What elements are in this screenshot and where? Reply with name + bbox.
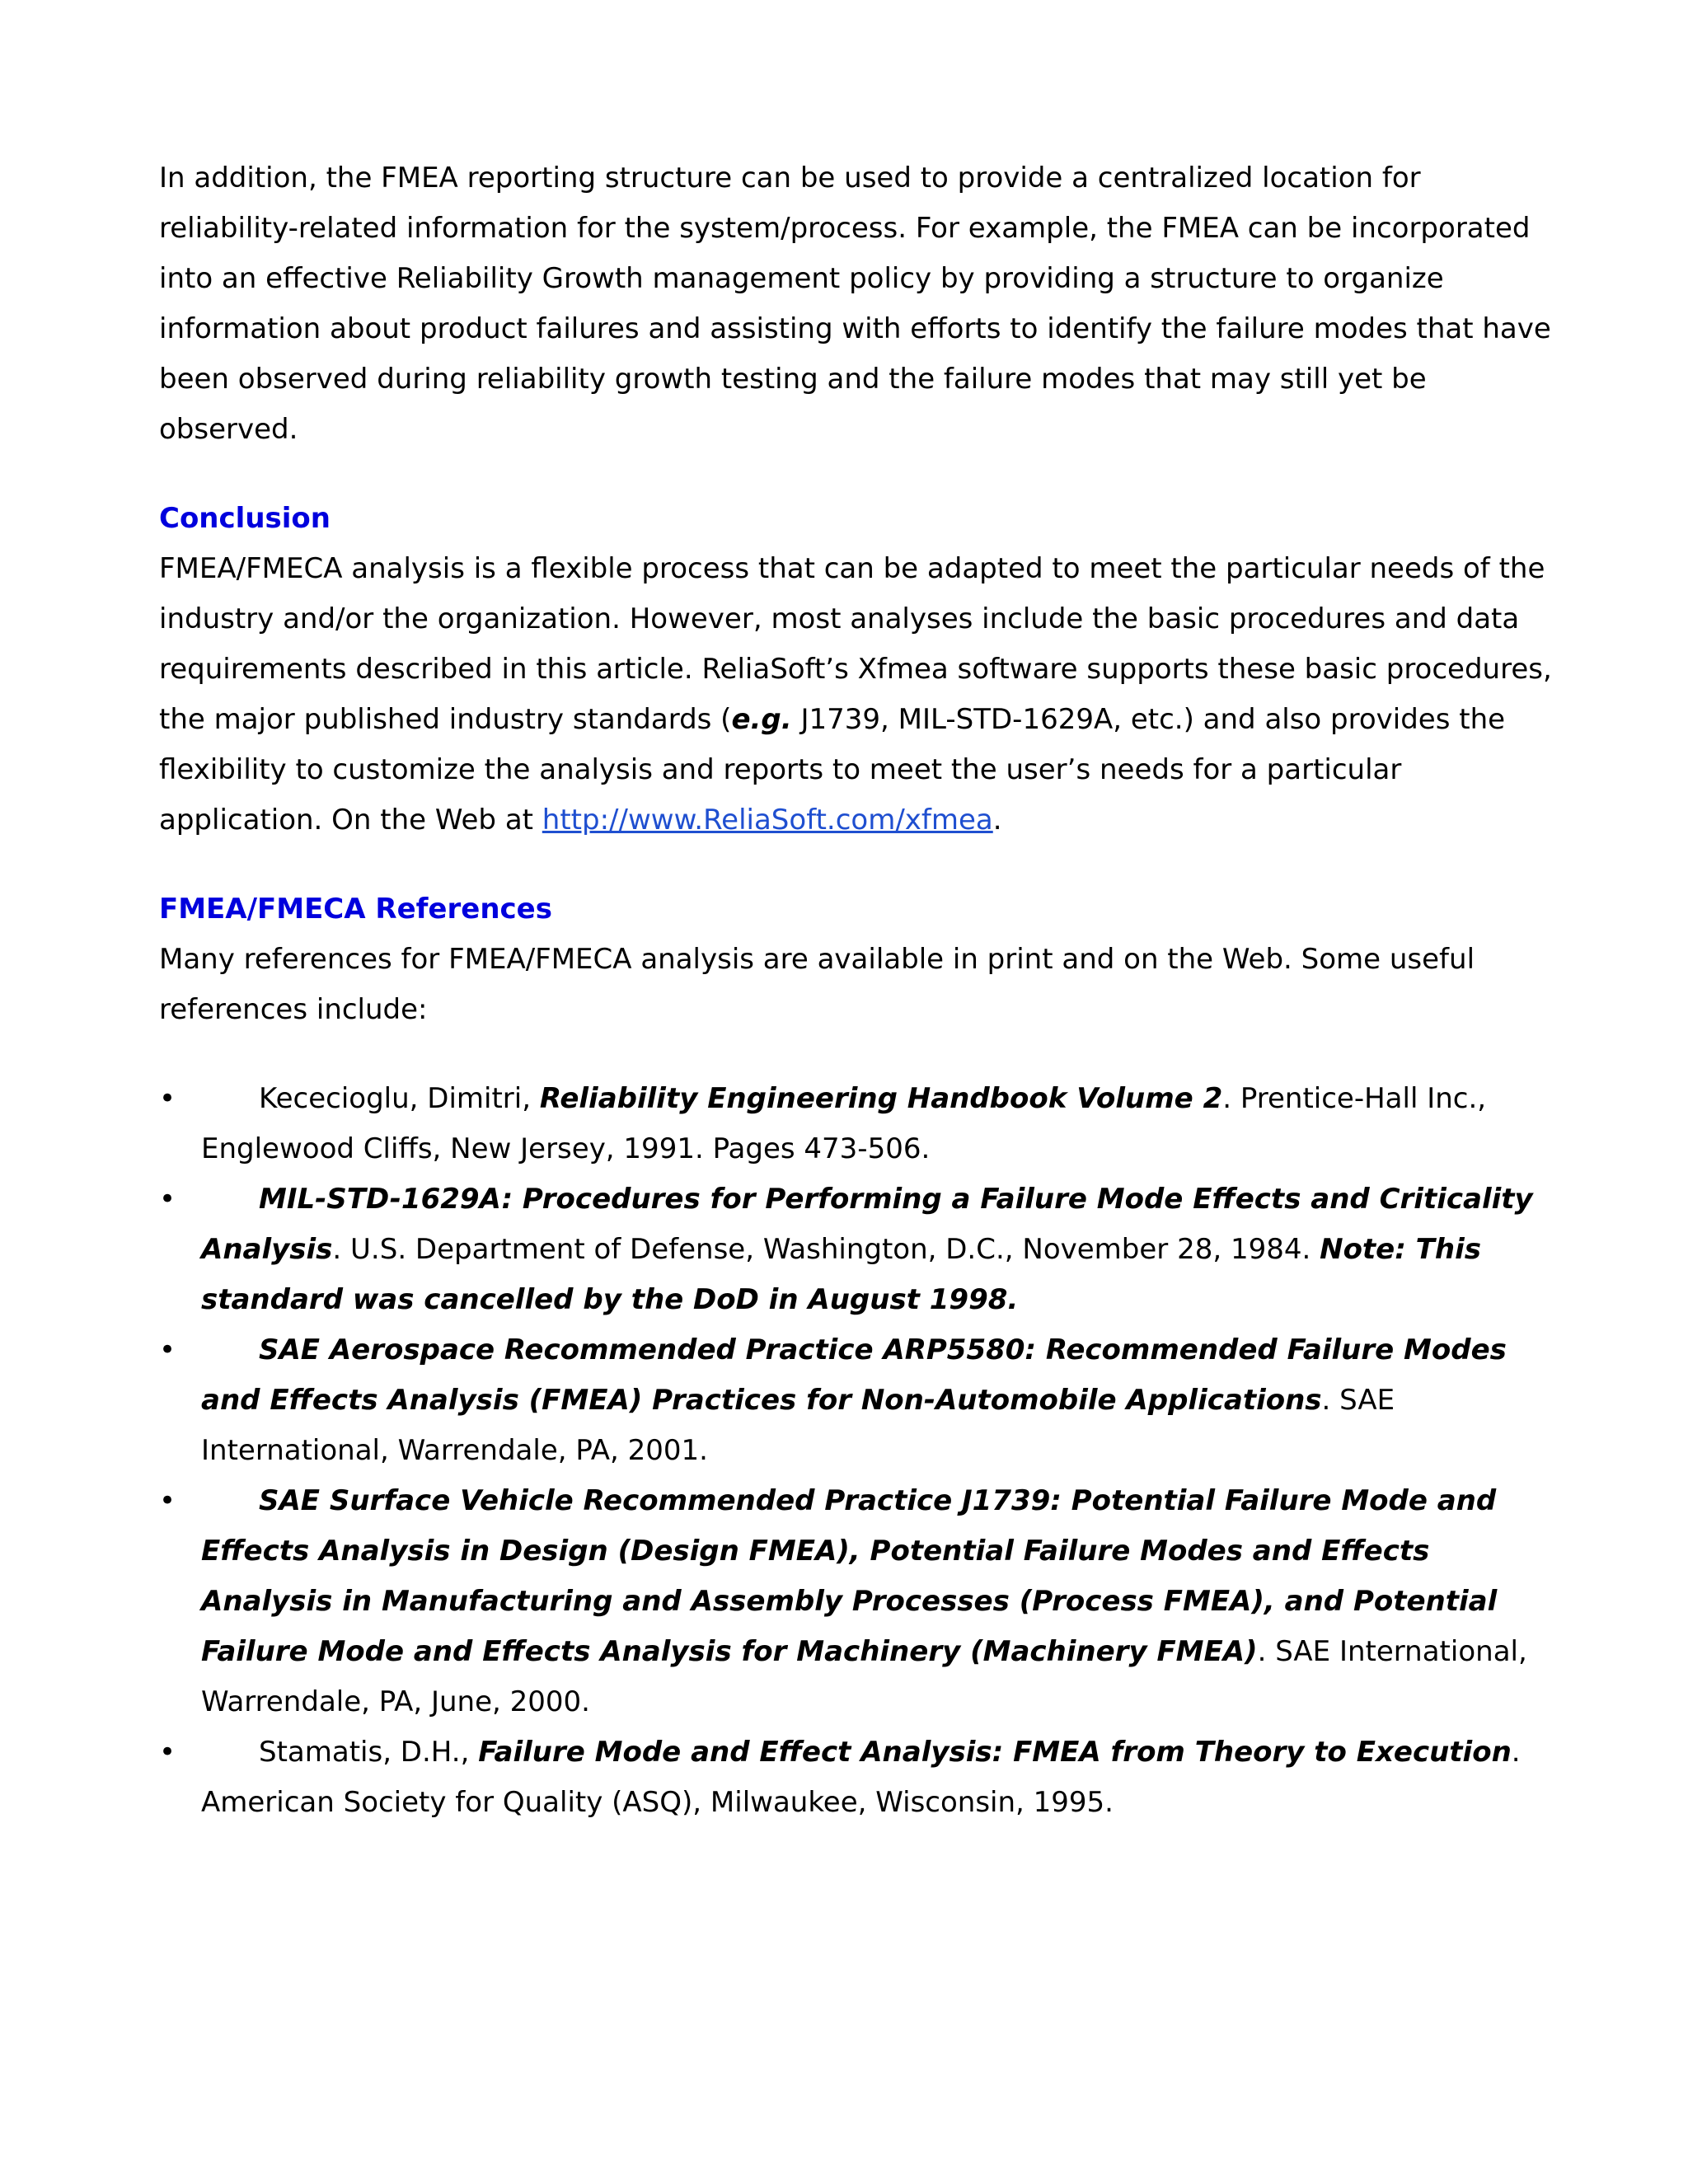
- reference-list: [159, 1074, 1552, 1828]
- reference-pre: Stamatis, D.H.,: [259, 1736, 479, 1769]
- bullet-icon: •: [159, 1333, 176, 1366]
- intro-paragraph: In addition, the FMEA reporting structure can be used to provide a centralized location for reliability-related information for the system/process. For example, the FMEA can be incorporated into an effective Reliability Growth management policy by providing a structure to organize information about product failures and assisting with efforts to identify the failure modes that have been observed during reliability growth testing and the failure modes that may still yet be observed.: [159, 162, 1551, 446]
- reference-pre: Kececioglu, Dimitri,: [259, 1082, 540, 1115]
- conclusion-text-2: J1739, MIL-STD-1629A, etc.) and also provides the flexibility to customize the analysis and reports to meet the user’s needs for a particular application. On the Web at: [159, 703, 1506, 837]
- bullet-icon: •: [159, 1183, 176, 1216]
- reference-item: [159, 1325, 1552, 1476]
- reference-title: SAE Aerospace Recommended Practice ARP5580: Recommended Failure Modes and Effects Analysis (FMEA) Practices for Non-Automobile Applications: [201, 1333, 1507, 1417]
- reference-post: . Prentice-Hall Inc., Englewood Cliffs, New Jersey, 1991. Pages 473-506.: [201, 1082, 1487, 1165]
- reference-item: [159, 1476, 1552, 1727]
- reference-post: . U.S. Department of Defense, Washington, D.C., November 28, 1984.: [332, 1233, 1320, 1266]
- xfmea-link[interactable]: http://www.ReliaSoft.com/xfmea: [542, 804, 993, 837]
- conclusion-text-1: FMEA/FMECA analysis is a flexible process that can be adapted to meet the particular needs of the industry and/or the organization. However, most analyses include the basic procedures and data requirements described in this article. ReliaSoft’s Xfmea software supports these basic procedures, the major published industry standards (: [159, 552, 1552, 736]
- document-page: [159, 153, 1552, 1828]
- reference-note: Note: This standard was cancelled by the DoD in August 1998.: [201, 1233, 1481, 1316]
- bullet-icon: •: [159, 1484, 176, 1517]
- references-heading: FMEA/FMECA References: [159, 893, 552, 926]
- references-intro: Many references for FMEA/FMECA analysis are available in print and on the Web. Some useful references include:: [159, 943, 1475, 1026]
- bullet-icon: •: [159, 1736, 176, 1769]
- section-spacer: [159, 1035, 1552, 1074]
- reference-title: Failure Mode and Effect Analysis: FMEA from Theory to Execution: [478, 1736, 1512, 1769]
- reference-title: Reliability Engineering Handbook Volume 2: [539, 1082, 1223, 1115]
- section-spacer: [159, 455, 1552, 494]
- conclusion-heading: Conclusion: [159, 502, 331, 535]
- reference-post: . SAE International, Warrendale, PA, 2001.: [201, 1384, 1395, 1467]
- conclusion-text-3: .: [992, 804, 1002, 837]
- conclusion-paragraph: [159, 544, 1552, 846]
- reference-item: [159, 1727, 1552, 1828]
- reference-post: . American Society for Quality (ASQ), Milwaukee, Wisconsin, 1995.: [201, 1736, 1521, 1819]
- reference-title: MIL-STD-1629A: Procedures for Performing a Failure Mode Effects and Criticality Analysis: [201, 1183, 1533, 1266]
- bullet-icon: •: [159, 1082, 176, 1115]
- reference-item: [159, 1074, 1552, 1174]
- reference-title: SAE Surface Vehicle Recommended Practice J1739: Potential Failure Mode and Effects Analysis in Design (Design FMEA), Potential Failure Modes and Effects Analysis in Manufacturing and Assembly Processes (Process FMEA), and Potential Failure Mode and Effects Analysis for Machinery (Machinery FMEA): [201, 1484, 1498, 1668]
- section-spacer: [159, 846, 1552, 884]
- conclusion-eg: e.g.: [731, 703, 792, 736]
- reference-post: . SAE International, Warrendale, PA, June, 2000.: [201, 1635, 1527, 1718]
- reference-item: [159, 1174, 1552, 1325]
